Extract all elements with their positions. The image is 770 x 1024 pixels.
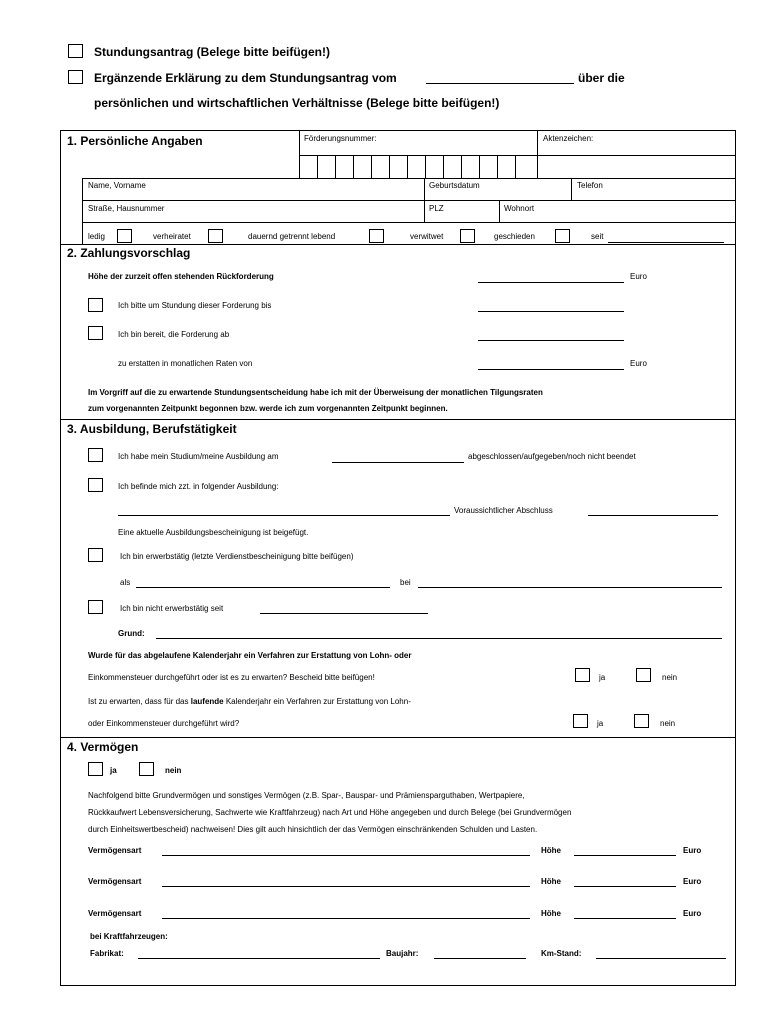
stundungsantrag-label: Stundungsantrag (Belege bitte beifügen!) (94, 45, 330, 59)
nicht-erwerbstaetig-checkbox[interactable] (88, 600, 103, 614)
foerderungsnummer-box-divider (389, 155, 390, 178)
q1-ja-checkbox[interactable] (575, 668, 590, 682)
als-label: als (120, 578, 131, 587)
euro-label: Euro (630, 359, 647, 368)
bereit-line[interactable] (478, 340, 624, 341)
fabrikat-line[interactable] (138, 958, 380, 959)
q1-line1: Wurde für das abgelaufene Kalenderjahr ein Verfahren zur Erstattung von Lohn- oder (88, 651, 412, 660)
foerderungsnummer-box-divider (371, 155, 372, 178)
studium-label: Ich habe mein Studium/meine Ausbildung am (118, 452, 279, 461)
baujahr-line[interactable] (434, 958, 526, 959)
fabrikat-label: Fabrikat: (90, 949, 124, 958)
seit-line[interactable] (608, 242, 724, 243)
foerderungsnummer-box-divider (317, 155, 318, 178)
hoehe-label: Höhe (541, 877, 561, 886)
euro-label: Euro (683, 909, 702, 918)
vermoegensart-label: Vermögensart (88, 877, 142, 886)
section3-title: 3. Ausbildung, Berufstätigkeit (67, 422, 237, 436)
ueber-die-label: über die (578, 71, 625, 85)
hoehe-line[interactable] (574, 855, 676, 856)
vorgriff-note-line1: Im Vorgriff auf die zu erwartende Stundungsentscheidung habe ich mit der Überweisung der monatlichen Tilgungsraten (88, 388, 543, 397)
getrennt-label: dauernd getrennt lebend (248, 232, 336, 241)
q1-nein-label: nein (662, 673, 678, 682)
abschluss-label: Voraussichtlicher Abschluss (454, 506, 553, 515)
verheiratet-label: verheiratet (153, 232, 191, 241)
stundung-label: Ich bitte um Stundung dieser Forderung bis (118, 301, 272, 310)
telefon-label: Telefon (577, 181, 603, 190)
studium-checkbox[interactable] (88, 448, 103, 462)
q1-ja-label: ja (599, 673, 606, 682)
kmstand-label: Km-Stand: (541, 949, 582, 958)
geburtsdatum-label: Geburtsdatum (429, 181, 480, 190)
section4-title: 4. Vermögen (67, 740, 139, 754)
hoehe-label: Höhe (541, 846, 561, 855)
foerderungsnummer-box-divider (479, 155, 480, 178)
ergaenzende-erklaerung-label: Ergänzende Erklärung zu dem Stundungsantrag vom (94, 71, 397, 85)
grund-label: Grund: (118, 629, 145, 638)
raten-line[interactable] (478, 369, 624, 370)
geschieden-label: geschieden (494, 232, 535, 241)
foerderungsnummer-box-divider (497, 155, 498, 178)
seit-label: seit (591, 232, 604, 241)
rueckforderung-line[interactable] (478, 282, 624, 283)
verwitwet-label: verwitwet (410, 232, 444, 241)
strasse-label: Straße, Hausnummer (88, 204, 165, 213)
kfz-label: bei Kraftfahrzeugen: (90, 932, 168, 941)
q2-nein-label: nein (660, 719, 676, 728)
vermoegen-text-line1: Nachfolgend bitte Grundvermögen und sonstiges Vermögen (z.B. Spar-, Bauspar- und Prämiensparguthaben, Wertpapiere, (88, 791, 525, 800)
bescheinigung-label: Eine aktuelle Ausbildungsbescheinigung ist beigefügt. (118, 528, 309, 537)
bereit-label: Ich bin bereit, die Forderung ab (118, 330, 230, 339)
erwerbstaetig-label: Ich bin erwerbstätig (letzte Verdienstbescheinigung bitte beifügen) (120, 552, 354, 561)
vorgriff-note-line2: zum vorgenannten Zeitpunkt begonnen bzw. werde ich zum vorgenannten Zeitpunkt beginnen. (88, 404, 448, 413)
euro-label: Euro (683, 846, 702, 855)
hoehe-line[interactable] (574, 918, 676, 919)
kmstand-line[interactable] (596, 958, 726, 959)
studium-suffix-label: abgeschlossen/aufgegeben/noch nicht beendet (468, 452, 636, 461)
hoehe-label: Höhe (541, 909, 561, 918)
q2-line2: oder Einkommensteuer durchgeführt wird? (88, 719, 240, 728)
stundung-checkbox[interactable] (88, 298, 103, 312)
verhaeltnisse-label: persönlichen und wirtschaftlichen Verhältnisse (Belege bitte beifügen!) (94, 96, 500, 110)
q2-line1: Ist zu erwarten, dass für das laufende Kalenderjahr ein Verfahren zur Erstattung von Lohn- (88, 697, 411, 706)
verwitwet-checkbox[interactable] (460, 229, 475, 243)
bereit-checkbox[interactable] (88, 326, 103, 340)
name-label: Name, Vorname (88, 181, 146, 190)
stundung-line[interactable] (478, 311, 624, 312)
foerderungsnummer-box-divider (461, 155, 462, 178)
q2-ja-label: ja (597, 719, 604, 728)
studium-date-line[interactable] (332, 462, 464, 463)
getrennt-checkbox[interactable] (369, 229, 384, 243)
plz-label: PLZ (429, 204, 444, 213)
erwerbstaetig-checkbox[interactable] (88, 548, 103, 562)
foerderungsnummer-box-divider (407, 155, 408, 178)
ausbildung-line[interactable] (118, 515, 450, 516)
hoehe-rueckforderung-label: Höhe der zurzeit offen stehenden Rückforderung (88, 272, 274, 281)
ledig-checkbox[interactable] (117, 229, 132, 243)
q2-nein-checkbox[interactable] (634, 714, 649, 728)
vermoegen-text-line3: durch Einheitswertbescheid) nachweisen! Dies gilt auch hinsichtlich der das Vermögen einschränkenden Schulden und Lasten. (88, 825, 538, 834)
bei-label: bei (400, 578, 411, 587)
vermoegensart-line[interactable] (162, 918, 530, 919)
vermoegen-ja-checkbox[interactable] (88, 762, 103, 776)
foerderungsnummer-label: Förderungsnummer: (304, 134, 377, 143)
vermoegensart-label: Vermögensart (88, 846, 142, 855)
vermoegen-ja-label: ja (110, 766, 117, 775)
nicht-erwerbstaetig-line[interactable] (260, 613, 428, 614)
section2-title: 2. Zahlungsvorschlag (67, 246, 191, 260)
vermoegen-text-line2: Rückkaufwert Lebensversicherung, Sachwerte wie Kraftfahrzeug) nach Art und Höhe angegeben und durch Belege (bei Grundvermögen (88, 808, 572, 817)
wohnort-label: Wohnort (504, 204, 535, 213)
raten-label: zu erstatten in monatlichen Raten von (118, 359, 253, 368)
stundungsantrag-checkbox[interactable] (68, 44, 83, 58)
foerderungsnummer-box-divider (335, 155, 336, 178)
ledig-label: ledig (88, 232, 105, 241)
vermoegensart-line[interactable] (162, 886, 530, 887)
grund-line[interactable] (156, 638, 722, 639)
verheiratet-checkbox[interactable] (208, 229, 223, 243)
als-line[interactable] (136, 587, 390, 588)
baujahr-label: Baujahr: (386, 949, 419, 958)
vermoegen-nein-label: nein (165, 766, 182, 775)
section1-title: 1. Persönliche Angaben (67, 134, 203, 148)
foerderungsnummer-box-divider (443, 155, 444, 178)
q1-line2: Einkommensteuer durchgeführt oder ist es zu erwarten? Bescheid bitte beifügen! (88, 673, 375, 682)
nicht-erwerbstaetig-label: Ich bin nicht erwerbstätig seit (120, 604, 224, 613)
vermoegen-nein-checkbox[interactable] (139, 762, 154, 776)
befinde-checkbox[interactable] (88, 478, 103, 492)
vermoegensart-label: Vermögensart (88, 909, 142, 918)
foerderungsnummer-box-divider (425, 155, 426, 178)
geschieden-checkbox[interactable] (555, 229, 570, 243)
foerderungsnummer-box-divider (353, 155, 354, 178)
q1-nein-checkbox[interactable] (636, 668, 651, 682)
hoehe-line[interactable] (574, 886, 676, 887)
foerderungsnummer-box-divider (515, 155, 516, 178)
ergaenzende-erklaerung-checkbox[interactable] (68, 70, 83, 84)
antrag-date-line[interactable] (426, 83, 574, 84)
q2-ja-checkbox[interactable] (573, 714, 588, 728)
vermoegensart-line[interactable] (162, 855, 530, 856)
euro-label: Euro (683, 877, 702, 886)
bei-line[interactable] (418, 587, 722, 588)
befinde-label: Ich befinde mich zzt. in folgender Ausbildung: (118, 482, 279, 491)
euro-label: Euro (630, 272, 647, 281)
aktenzeichen-label: Aktenzeichen: (543, 134, 594, 143)
abschluss-line[interactable] (588, 515, 718, 516)
